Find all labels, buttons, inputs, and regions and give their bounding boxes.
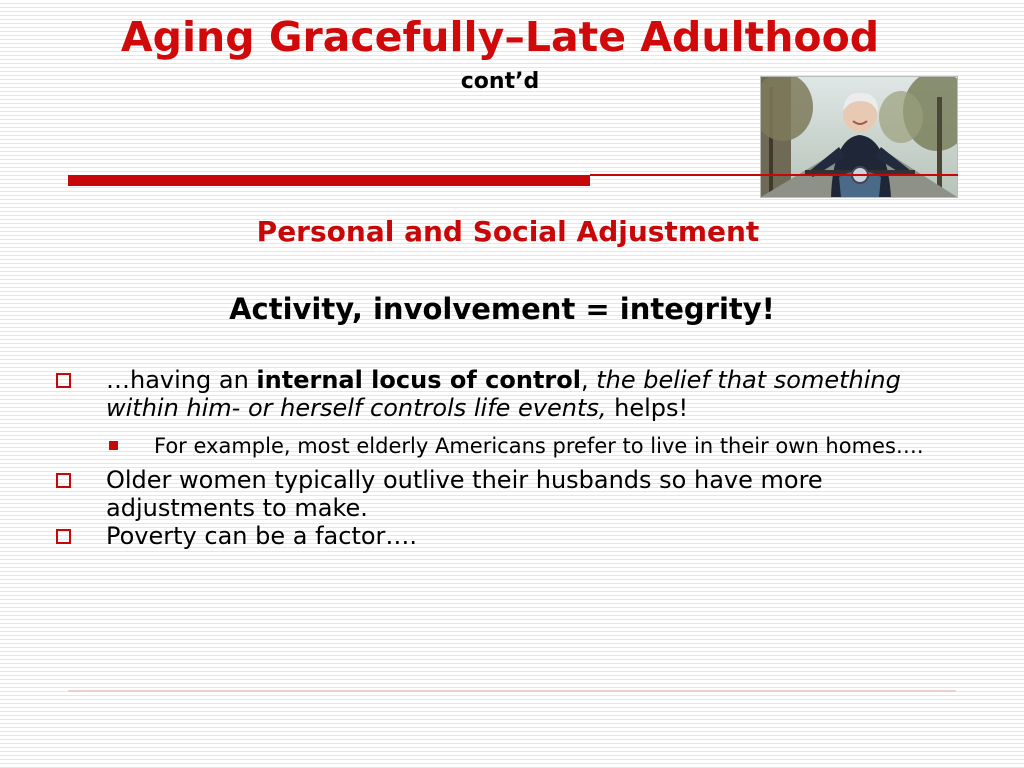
bullet-text-comma: ,	[580, 366, 597, 394]
bullet-text-suffix: helps!	[606, 394, 689, 422]
footer-divider	[68, 690, 956, 692]
bullet-item	[52, 466, 932, 522]
elderly-woman-scooter-photo	[760, 76, 958, 198]
title-divider-line	[590, 174, 958, 176]
filled-square-icon	[109, 441, 118, 450]
hollow-square-icon	[56, 529, 71, 544]
section-heading: Personal and Social Adjustment	[256, 215, 760, 248]
bullet-text-italic: the belief that something within him- or herself controls life events,	[106, 366, 901, 422]
bullet-item	[52, 366, 932, 422]
bullet-item	[52, 522, 932, 550]
slide-tagline: Activity, involvement = integrity!	[229, 292, 775, 326]
slide-title: Aging Gracefully–Late Adulthood	[120, 13, 880, 61]
bullet-list	[52, 366, 932, 550]
hollow-square-icon	[56, 473, 71, 488]
hollow-square-icon	[56, 373, 71, 388]
title-divider-bar	[68, 175, 590, 186]
bullet-text: Poverty can be a factor….	[106, 522, 418, 550]
photo-illustration	[761, 77, 957, 197]
bullet-text-bold: internal locus of control	[256, 366, 581, 394]
slide-subtitle: cont’d	[460, 69, 540, 94]
bullet-text: Older women typically outlive their husbands so have more adjustments to make.	[106, 466, 823, 522]
bullet-text-prefix: …having an	[106, 366, 257, 394]
sub-bullet-text: For example, most elderly Americans prefer to live in their own homes….	[154, 434, 924, 458]
sub-bullet-item	[154, 434, 924, 458]
